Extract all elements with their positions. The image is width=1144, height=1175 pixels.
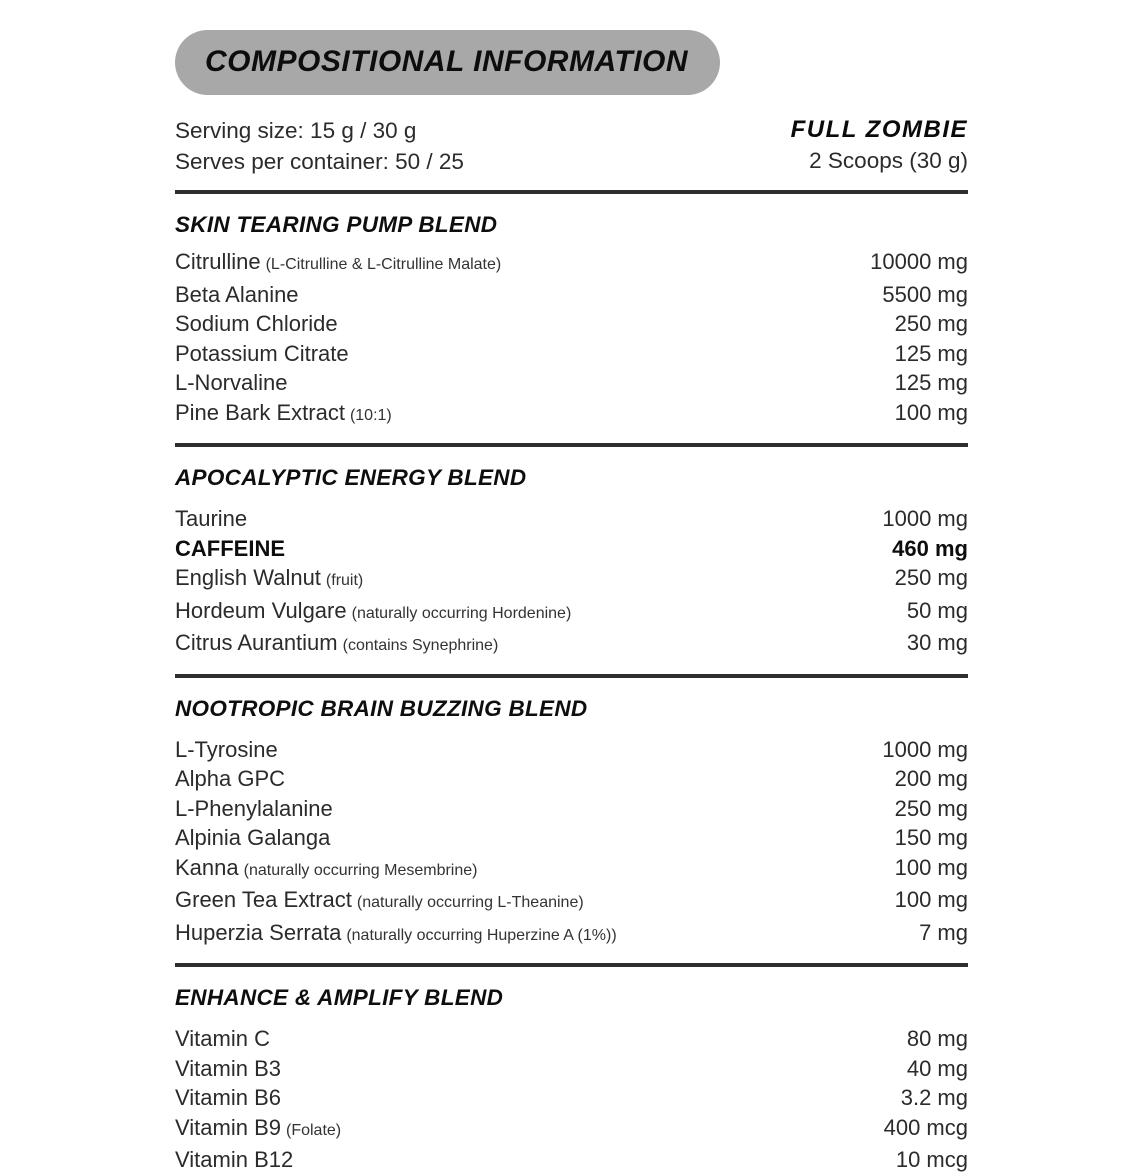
serving-info-right: [791, 115, 968, 176]
ingredient-name-group: [175, 1113, 341, 1146]
ingredient-row: [175, 247, 968, 280]
ingredient-name: L-Phenylalanine: [175, 795, 333, 821]
page-title: COMPOSITIONAL INFORMATION: [205, 45, 689, 78]
ingredient-amount: 460 mg: [892, 535, 968, 561]
ingredient-note: (fruit): [325, 572, 364, 589]
ingredient-amount: 1000 mg: [882, 506, 968, 531]
ingredient-name: Kanna: [175, 854, 239, 880]
ingredient-row: [175, 309, 968, 339]
ingredient-name-group: [175, 628, 498, 661]
ingredient-name-group: [175, 309, 338, 339]
ingredient-name-group: [175, 823, 330, 853]
ingredient-name-group: [175, 534, 285, 564]
serving-info: [175, 115, 968, 177]
ingredient-note: (L-Citrulline & L-Citrulline Malate): [265, 256, 502, 273]
ingredient-note: (Folate): [285, 1121, 342, 1139]
ingredient-amount: 5500 mg: [882, 281, 968, 307]
label-content: [175, 0, 968, 1175]
ingredient-name: Vitamin B12: [175, 1147, 294, 1172]
ingredient-name: Vitamin B3: [175, 1055, 281, 1081]
ingredient-row: [175, 563, 968, 596]
ingredient-note: (10:1): [349, 406, 392, 424]
ingredient-name-group: [175, 853, 477, 886]
ingredient-name: Vitamin C: [175, 1026, 270, 1051]
serves-per-container-text: Serves per container: 50 / 25: [175, 149, 464, 174]
ingredient-name: Green Tea Extract: [175, 887, 352, 912]
ingredient-name: Taurine: [175, 506, 248, 531]
ingredient-name-group: [175, 1024, 270, 1054]
section-separator: [175, 963, 968, 967]
ingredient-amount: 150 mg: [894, 825, 968, 850]
ingredient-amount: 40 mg: [906, 1055, 968, 1081]
ingredient-name: Sodium Chloride: [175, 311, 338, 336]
ingredient-amount: 250 mg: [894, 311, 968, 336]
ingredient-note: (naturally occurring Hordenine): [351, 604, 572, 622]
section-separator: [175, 674, 968, 678]
ingredient-name: L-Tyrosine: [175, 736, 278, 762]
ingredient-row: [175, 1083, 968, 1113]
ingredient-amount: 400 mcg: [883, 1114, 968, 1140]
ingredient-amount: 100 mg: [894, 887, 968, 912]
ingredient-row: [175, 504, 968, 534]
section-title: SKIN TEARING PUMP BLEND: [175, 212, 498, 237]
ingredient-name: CAFFEINE: [175, 535, 285, 561]
ingredient-note: (contains Synephrine): [342, 637, 499, 654]
ingredient-name: Vitamin B9: [175, 1114, 281, 1140]
ingredient-name-group: [175, 398, 392, 431]
ingredient-amount: 250 mg: [894, 565, 968, 590]
ingredient-amount: 10000 mg: [870, 249, 968, 274]
ingredient-name-group: [175, 735, 278, 765]
ingredient-amount: 125 mg: [894, 370, 968, 395]
ingredient-row: [175, 885, 968, 918]
ingredient-name: Hordeum Vulgare: [175, 597, 347, 623]
ingredient-row: [175, 794, 968, 824]
ingredient-name-group: [175, 764, 285, 794]
ingredient-row: [175, 398, 968, 431]
ingredient-row: [175, 823, 968, 853]
ingredient-row: [175, 735, 968, 765]
ingredient-row: [175, 368, 968, 398]
ingredient-note: (naturally occurring Mesembrine): [243, 861, 478, 879]
ingredient-name-group: [175, 504, 247, 534]
ingredient-amount: 100 mg: [894, 854, 968, 880]
ingredient-rows: [175, 735, 968, 951]
ingredient-amount: 100 mg: [894, 399, 968, 425]
ingredient-name: Vitamin B6: [175, 1085, 281, 1110]
ingredient-amount: 1000 mg: [882, 736, 968, 762]
ingredient-row: [175, 628, 968, 661]
ingredient-name-group: [175, 1145, 293, 1175]
ingredient-name: Alpha GPC: [175, 766, 286, 791]
scoop-info: 2 Scoops (30 g): [809, 148, 968, 173]
blend-sections-container: [175, 190, 968, 1175]
section-title: NOOTROPIC BRAIN BUZZING BLEND: [175, 695, 588, 721]
ingredient-name-group: [175, 918, 617, 951]
ingredient-row: [175, 534, 968, 564]
ingredient-row: [175, 339, 968, 369]
ingredient-row: [175, 280, 968, 310]
ingredient-amount: 10 mcg: [895, 1147, 968, 1172]
ingredient-rows: [175, 1024, 968, 1175]
ingredient-name: Pine Bark Extract: [175, 399, 345, 425]
ingredient-row: [175, 596, 968, 629]
ingredient-amount: 50 mg: [906, 597, 968, 623]
ingredient-name-group: [175, 794, 333, 824]
ingredient-rows: [175, 504, 968, 661]
page-title-pill: [175, 30, 720, 95]
ingredient-name: Alpinia Galanga: [175, 825, 331, 850]
ingredient-amount: 30 mg: [906, 630, 968, 655]
section-title: ENHANCE & AMPLIFY BLEND: [175, 985, 504, 1010]
product-name: FULL ZOMBIE: [790, 116, 968, 143]
ingredient-name-group: [175, 1054, 281, 1084]
ingredient-amount: 3.2 mg: [900, 1085, 968, 1110]
ingredient-amount: 7 mg: [919, 919, 968, 945]
ingredient-row: [175, 1024, 968, 1054]
ingredient-amount: 125 mg: [894, 340, 968, 366]
ingredient-name: Citrulline: [175, 249, 261, 274]
ingredient-name: Citrus Aurantium: [175, 630, 338, 655]
ingredient-amount: 200 mg: [894, 766, 968, 791]
ingredient-row: [175, 853, 968, 886]
ingredient-name-group: [175, 339, 349, 369]
ingredient-row: [175, 1054, 968, 1084]
ingredient-name-group: [175, 280, 299, 310]
ingredient-name-group: [175, 563, 363, 596]
ingredient-name: Potassium Citrate: [175, 340, 349, 366]
ingredient-row: [175, 918, 968, 951]
ingredient-row: [175, 1113, 968, 1146]
ingredient-amount: 250 mg: [894, 795, 968, 821]
ingredient-name: Huperzia Serrata: [175, 919, 342, 945]
ingredient-name-group: [175, 885, 584, 918]
section-separator: [175, 443, 968, 447]
ingredient-rows: [175, 247, 968, 430]
serving-size-text: Serving size: 15 g / 30 g: [175, 118, 417, 143]
ingredient-amount: 80 mg: [906, 1026, 968, 1051]
section-title: APOCALYPTIC ENERGY BLEND: [175, 465, 527, 490]
ingredient-name-group: [175, 368, 288, 398]
section-separator: [175, 190, 968, 194]
ingredient-note: (naturally occurring Huperzine A (1%)): [346, 926, 617, 944]
ingredient-name-group: [175, 596, 571, 629]
ingredient-name: Beta Alanine: [175, 281, 299, 307]
ingredient-name: L-Norvaline: [175, 370, 288, 395]
ingredient-row: [175, 764, 968, 794]
ingredient-name: English Walnut: [175, 565, 321, 590]
ingredient-name-group: [175, 247, 501, 280]
serving-info-left: [175, 115, 464, 177]
ingredient-row: [175, 1145, 968, 1175]
ingredient-name-group: [175, 1083, 281, 1113]
ingredient-note: (naturally occurring L-Theanine): [356, 894, 584, 911]
